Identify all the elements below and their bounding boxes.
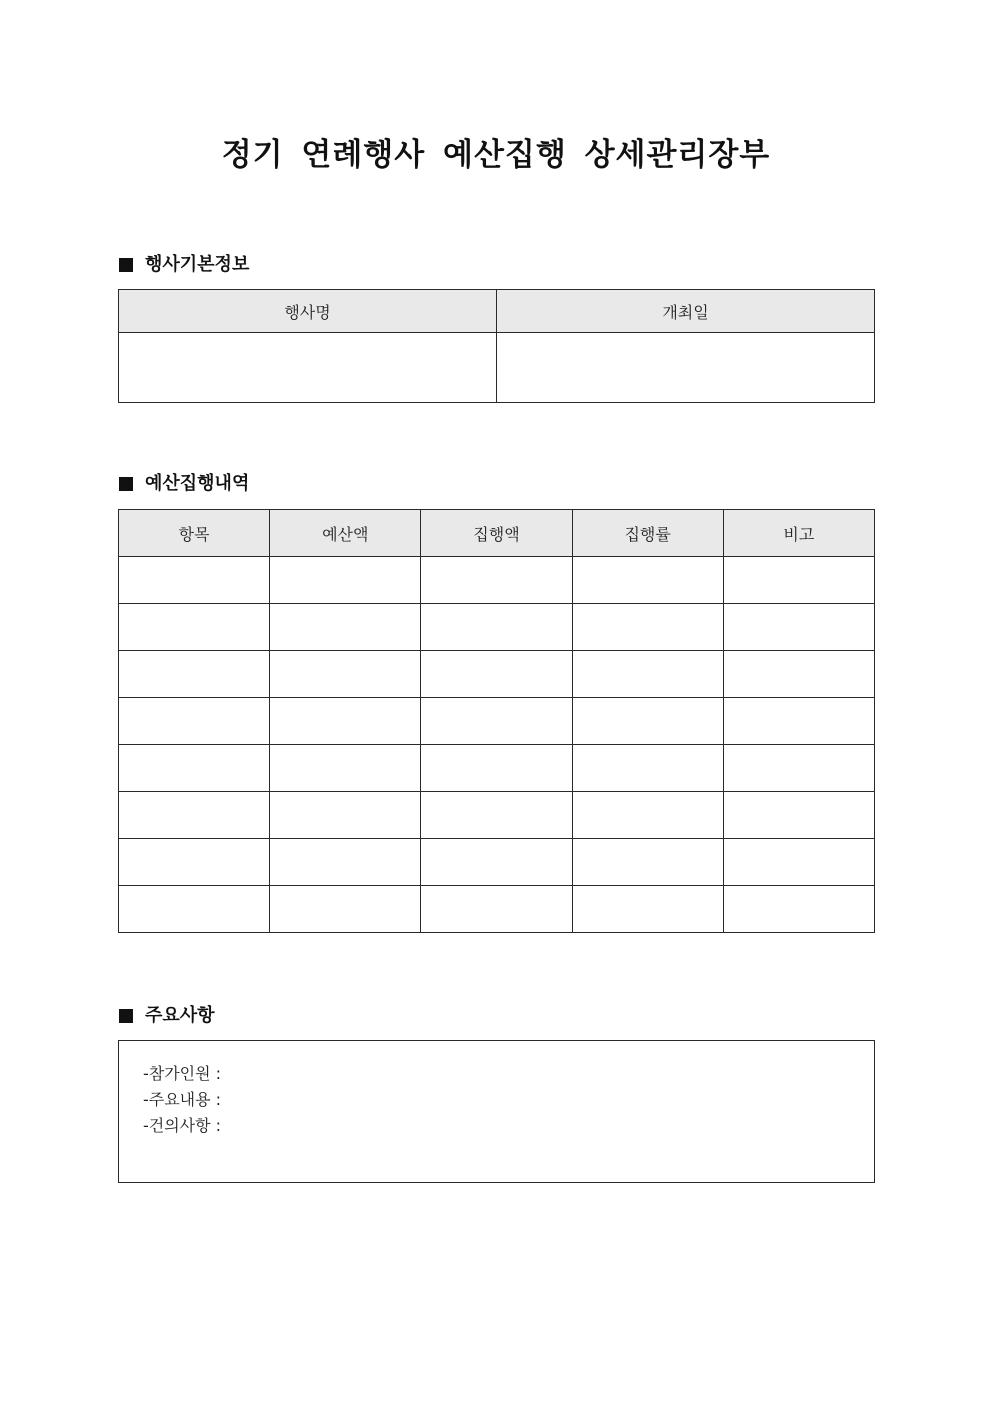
table-cell[interactable]	[572, 698, 723, 745]
table-row	[119, 604, 875, 651]
section-heading-label: 행사기본정보	[145, 254, 250, 275]
note-participants: -참가인원 :	[143, 1064, 222, 1083]
table-cell[interactable]	[723, 792, 874, 839]
table-cell[interactable]	[723, 651, 874, 698]
table-cell[interactable]	[119, 557, 270, 604]
table-cell[interactable]	[572, 604, 723, 651]
table-cell[interactable]	[723, 886, 874, 933]
table-header-row	[119, 510, 875, 557]
table-row	[119, 839, 875, 886]
section-heading-basic-info	[119, 253, 249, 277]
table-cell[interactable]	[119, 651, 270, 698]
table-cell[interactable]	[723, 698, 874, 745]
column-header-budget-amount: 예산액	[270, 510, 421, 557]
table-cell[interactable]	[421, 698, 572, 745]
table-row	[119, 651, 875, 698]
table-row	[119, 333, 875, 403]
column-header-event-date: 개최일	[497, 290, 875, 333]
table-cell[interactable]	[270, 651, 421, 698]
table-cell[interactable]	[572, 839, 723, 886]
note-suggestions: -건의사항 :	[143, 1116, 222, 1135]
notes-list	[119, 1041, 874, 1139]
section-heading-label: 주요사항	[145, 1005, 215, 1026]
table-cell[interactable]	[421, 557, 572, 604]
note-main-content: -주요내용 :	[143, 1090, 222, 1109]
table-row	[119, 886, 875, 933]
table-cell[interactable]	[421, 792, 572, 839]
square-bullet-icon	[119, 1009, 133, 1023]
table-cell[interactable]	[421, 886, 572, 933]
table-cell[interactable]	[572, 792, 723, 839]
document-title: 정기 연례행사 예산집행 상세관리장부	[221, 137, 771, 173]
table-cell[interactable]	[723, 745, 874, 792]
table-cell[interactable]	[421, 604, 572, 651]
table-cell[interactable]	[119, 839, 270, 886]
event-date-cell[interactable]	[497, 333, 875, 403]
column-header-remarks: 비고	[723, 510, 874, 557]
table-cell[interactable]	[572, 886, 723, 933]
table-cell[interactable]	[572, 557, 723, 604]
table-row	[119, 745, 875, 792]
budget-table	[118, 509, 875, 933]
section-heading-budget	[119, 472, 249, 496]
table-cell[interactable]	[270, 792, 421, 839]
table-cell[interactable]	[270, 698, 421, 745]
column-header-event-name: 행사명	[119, 290, 497, 333]
table-row	[119, 792, 875, 839]
section-heading-label: 예산집행내역	[145, 473, 250, 494]
basic-info-table	[118, 289, 875, 403]
table-cell[interactable]	[119, 604, 270, 651]
table-row	[119, 698, 875, 745]
table-cell[interactable]	[270, 557, 421, 604]
table-cell[interactable]	[119, 792, 270, 839]
table-cell[interactable]	[270, 745, 421, 792]
column-header-execution-rate: 집행률	[572, 510, 723, 557]
column-header-executed-amount: 집행액	[421, 510, 572, 557]
table-cell[interactable]	[119, 698, 270, 745]
table-cell[interactable]	[723, 604, 874, 651]
event-name-cell[interactable]	[119, 333, 497, 403]
table-cell[interactable]	[421, 745, 572, 792]
table-cell[interactable]	[421, 839, 572, 886]
table-cell[interactable]	[119, 886, 270, 933]
square-bullet-icon	[119, 477, 133, 491]
table-row	[119, 557, 875, 604]
square-bullet-icon	[119, 258, 133, 272]
table-cell[interactable]	[723, 557, 874, 604]
section-heading-notes	[119, 1004, 215, 1028]
table-cell[interactable]	[270, 839, 421, 886]
notes-box[interactable]	[118, 1040, 875, 1183]
column-header-item: 항목	[119, 510, 270, 557]
table-header-row	[119, 290, 875, 333]
table-cell[interactable]	[572, 745, 723, 792]
table-cell[interactable]	[572, 651, 723, 698]
table-cell[interactable]	[270, 886, 421, 933]
table-cell[interactable]	[421, 651, 572, 698]
table-cell[interactable]	[119, 745, 270, 792]
table-cell[interactable]	[723, 839, 874, 886]
table-cell[interactable]	[270, 604, 421, 651]
